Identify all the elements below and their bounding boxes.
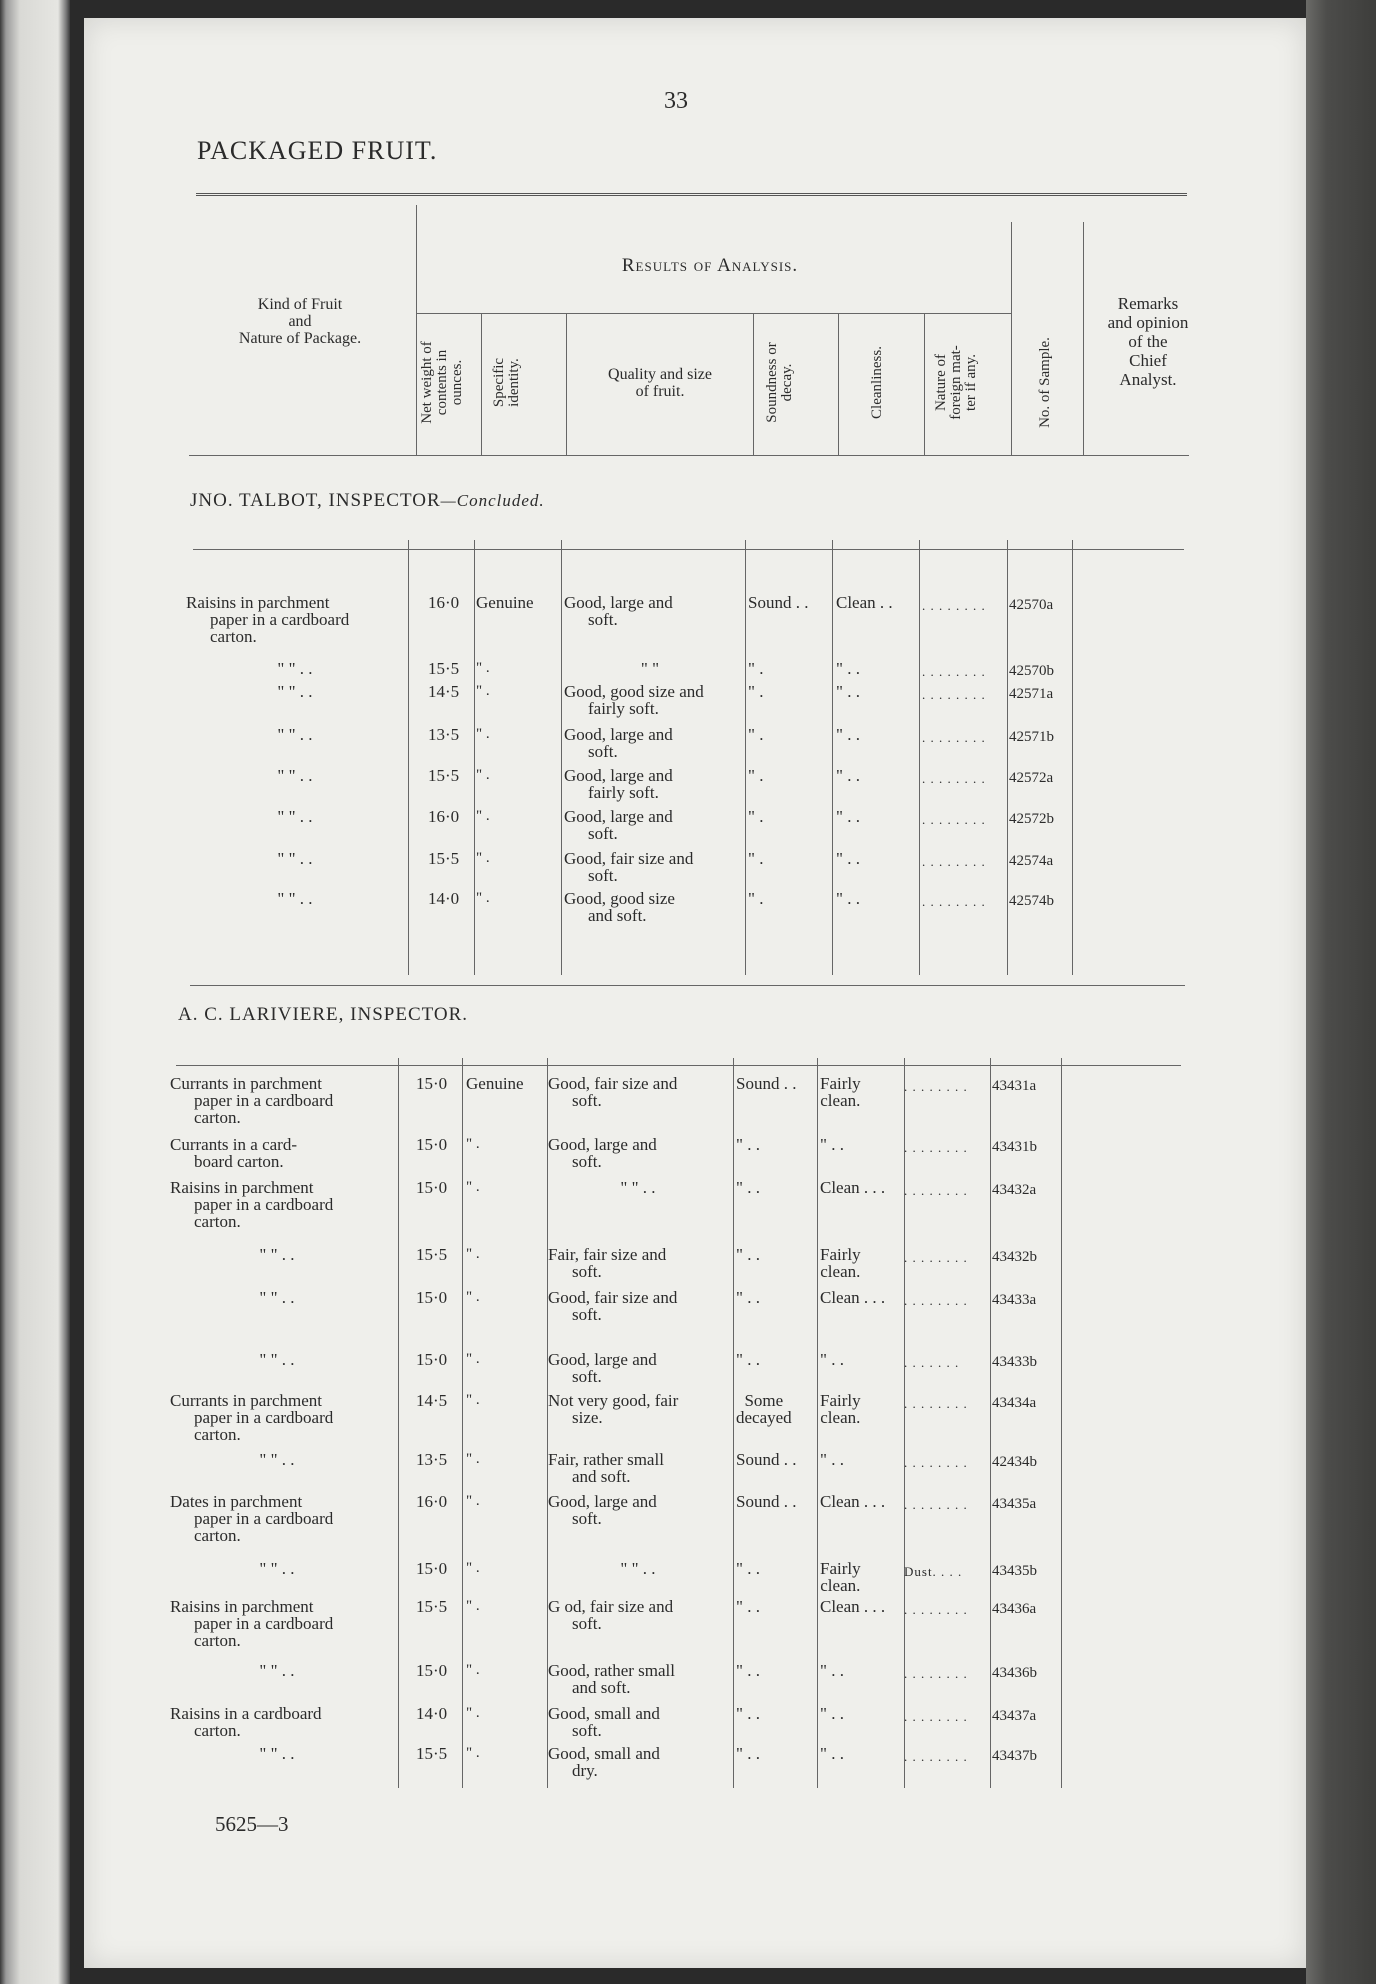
cleanliness-cell: " . . bbox=[820, 1704, 844, 1723]
quality-line: Good, rather small bbox=[548, 1661, 675, 1680]
quality-cell bbox=[548, 1493, 728, 1527]
identity-cell: " . bbox=[466, 1136, 480, 1152]
kind-cell bbox=[186, 808, 404, 825]
quality-cell bbox=[548, 1451, 728, 1485]
foreign-matter-cell: . . . . . . . . bbox=[904, 1602, 968, 1617]
foreign-matter-cell: . . . . . . . . bbox=[904, 1455, 968, 1470]
quality-cell bbox=[564, 890, 736, 924]
foreign-matter-cell: . . . . . . . . bbox=[904, 1666, 968, 1681]
header-remarks: Remarks and opinion of the Chief Analyst. bbox=[1107, 294, 1189, 389]
column-divider bbox=[733, 1058, 734, 1788]
quality-line: soft. bbox=[588, 742, 618, 761]
section-title-talbot: JNO. TALBOT, INSPECTOR—Concluded. bbox=[190, 490, 545, 511]
kind-cell bbox=[186, 683, 404, 700]
identity-cell: " . bbox=[476, 683, 490, 699]
header-quality: Quality and size of fruit. bbox=[608, 366, 712, 400]
quality-line: soft. bbox=[572, 1509, 602, 1528]
header-identity: Specific identity. bbox=[491, 357, 522, 408]
quality-line: Good, good size and bbox=[564, 682, 704, 701]
kind-line: paper in a cardboard bbox=[194, 1091, 334, 1110]
header-divider bbox=[1011, 222, 1012, 455]
cleanliness-cell: " . . bbox=[836, 766, 860, 785]
sample-number-cell: 43432a bbox=[992, 1182, 1037, 1198]
kind-line: " " . . bbox=[259, 1288, 295, 1307]
weight-cell: 14·0 bbox=[416, 1704, 448, 1723]
kind-cell bbox=[170, 1451, 384, 1468]
kind-line: carton. bbox=[194, 1721, 241, 1740]
quality-line: Good, fair size and bbox=[548, 1074, 678, 1093]
sample-number-cell: 42434b bbox=[992, 1454, 1037, 1470]
sample-number-cell: 43433a bbox=[992, 1292, 1037, 1308]
soundness-cell: Sound . . bbox=[748, 593, 809, 612]
cleanliness-cell: " . . bbox=[820, 1661, 844, 1680]
column-divider bbox=[561, 540, 562, 975]
header-divider bbox=[1083, 222, 1084, 455]
kind-line: board carton. bbox=[194, 1152, 284, 1171]
quality-line: soft. bbox=[588, 824, 618, 843]
cleanliness-cell: Fairly clean. bbox=[820, 1391, 861, 1427]
quality-line: Good, large and bbox=[564, 766, 673, 785]
section-rule bbox=[190, 985, 1185, 986]
weight-cell: 15·0 bbox=[416, 1350, 448, 1369]
kind-line: " " . . bbox=[259, 1350, 295, 1369]
weight-cell: 15·5 bbox=[428, 849, 460, 868]
identity-cell: " . bbox=[466, 1598, 480, 1614]
cleanliness-cell: Clean . . . bbox=[820, 1597, 886, 1616]
identity-cell: Genuine bbox=[466, 1074, 524, 1093]
quality-cell bbox=[548, 1289, 728, 1323]
kind-line: paper in a cardboard bbox=[194, 1614, 334, 1633]
quality-cell bbox=[548, 1075, 728, 1109]
soundness-cell: " . . bbox=[736, 1559, 760, 1578]
kind-line: Raisins in parchment bbox=[170, 1597, 314, 1616]
soundness-cell: " . bbox=[748, 889, 764, 908]
header-divider bbox=[416, 205, 417, 455]
quality-line: Good, fair size and bbox=[548, 1288, 678, 1307]
quality-line: Good, large and bbox=[548, 1135, 657, 1154]
soundness-cell: " . bbox=[748, 659, 764, 678]
quality-cell bbox=[548, 1392, 728, 1426]
quality-line: size. bbox=[572, 1408, 603, 1427]
foreign-matter-cell: Dust. . . . bbox=[904, 1564, 963, 1579]
quality-line: soft. bbox=[572, 1721, 602, 1740]
kind-line: " " . . bbox=[277, 725, 313, 744]
kind-line: Currants in parchment bbox=[170, 1074, 323, 1093]
quality-line: Good, large and bbox=[564, 593, 673, 612]
kind-line: " " . . bbox=[277, 659, 313, 678]
quality-line: fairly soft. bbox=[588, 783, 659, 802]
quality-line: Good, large and bbox=[564, 725, 673, 744]
cleanliness-cell: " . . bbox=[836, 725, 860, 744]
sample-number-cell: 43436b bbox=[992, 1665, 1037, 1681]
foreign-matter-cell: . . . . . . . . bbox=[922, 664, 986, 679]
kind-line: carton. bbox=[194, 1631, 241, 1650]
quality-line: Fair, rather small bbox=[548, 1450, 664, 1469]
quality-cell bbox=[548, 1246, 728, 1280]
column-divider bbox=[1072, 540, 1073, 975]
kind-cell bbox=[170, 1179, 384, 1230]
soundness-cell: Sound . . bbox=[736, 1450, 797, 1469]
quality-line: soft. bbox=[572, 1152, 602, 1171]
quality-line: fairly soft. bbox=[588, 699, 659, 718]
kind-line: " " . . bbox=[277, 766, 313, 785]
column-divider bbox=[990, 1058, 991, 1788]
weight-cell: 15·5 bbox=[428, 766, 460, 785]
quality-cell bbox=[548, 1179, 728, 1196]
kind-cell bbox=[170, 1351, 384, 1368]
kind-line: " " . . bbox=[277, 849, 313, 868]
weight-cell: 15·0 bbox=[416, 1135, 448, 1154]
cleanliness-cell: " . . bbox=[836, 849, 860, 868]
quality-line: soft. bbox=[588, 610, 618, 629]
quality-cell bbox=[548, 1745, 728, 1779]
cleanliness-cell: " . . bbox=[820, 1135, 844, 1154]
cleanliness-cell: " . . bbox=[820, 1450, 844, 1469]
quality-line: Not very good, fair bbox=[548, 1391, 679, 1410]
cleanliness-cell: Clean . . . bbox=[820, 1178, 886, 1197]
weight-cell: 14·5 bbox=[428, 682, 460, 701]
sample-number-cell: 42572b bbox=[1009, 811, 1054, 827]
kind-line: " " . . bbox=[259, 1661, 295, 1680]
weight-cell: 16·0 bbox=[428, 807, 460, 826]
cleanliness-cell: " . . bbox=[820, 1744, 844, 1763]
kind-cell bbox=[170, 1705, 384, 1739]
kind-line: " " . . bbox=[259, 1245, 295, 1264]
sample-number-cell: 43434a bbox=[992, 1395, 1037, 1411]
identity-cell: " . bbox=[466, 1451, 480, 1467]
header-top-rule bbox=[196, 193, 1187, 196]
identity-cell: " . bbox=[476, 850, 490, 866]
identity-cell: " . bbox=[466, 1560, 480, 1576]
page-footer: 5625—3 bbox=[215, 1812, 289, 1836]
kind-line: " " . . bbox=[277, 682, 313, 701]
section-rule bbox=[176, 1065, 1181, 1066]
kind-cell bbox=[170, 1662, 384, 1679]
foreign-matter-cell: . . . . . . . bbox=[904, 1355, 960, 1370]
identity-cell: " . bbox=[466, 1392, 480, 1408]
soundness-cell: " . . bbox=[736, 1135, 760, 1154]
weight-cell: 15·0 bbox=[416, 1074, 448, 1093]
identity-cell: " . bbox=[466, 1745, 480, 1761]
cleanliness-cell: " . . bbox=[836, 659, 860, 678]
kind-line: " " . . bbox=[259, 1450, 295, 1469]
weight-cell: 16·0 bbox=[428, 593, 460, 612]
kind-cell bbox=[186, 726, 404, 743]
soundness-cell: " . bbox=[748, 807, 764, 826]
book-binding bbox=[1306, 0, 1376, 1984]
cleanliness-cell: Fairly clean. bbox=[820, 1074, 861, 1110]
sample-number-cell: 43437a bbox=[992, 1708, 1037, 1724]
quality-line: and soft. bbox=[588, 906, 647, 925]
kind-cell bbox=[170, 1246, 384, 1263]
quality-cell bbox=[564, 808, 736, 842]
weight-cell: 14·0 bbox=[428, 889, 460, 908]
quality-cell bbox=[548, 1136, 728, 1170]
header-divider bbox=[753, 313, 754, 455]
quality-line: dry. bbox=[572, 1761, 598, 1780]
kind-cell bbox=[186, 850, 404, 867]
foreign-matter-cell: . . . . . . . . bbox=[922, 854, 986, 869]
column-divider bbox=[745, 540, 746, 975]
quality-line: Good, large and bbox=[548, 1350, 657, 1369]
header-foreign: Nature of foreign mat- ter if any. bbox=[933, 345, 979, 420]
quality-cell bbox=[564, 767, 736, 801]
quality-line: Good, small and bbox=[548, 1704, 660, 1723]
sample-number-cell: 42570b bbox=[1009, 663, 1054, 679]
sample-number-cell: 42572a bbox=[1009, 770, 1054, 786]
foreign-matter-cell: . . . . . . . . bbox=[904, 1079, 968, 1094]
kind-line: paper in a cardboard bbox=[194, 1408, 334, 1427]
quality-cell bbox=[548, 1351, 728, 1385]
weight-cell: 15·5 bbox=[428, 659, 460, 678]
kind-line: " " . . bbox=[277, 807, 313, 826]
kind-line: " " . . bbox=[277, 889, 313, 908]
quality-cell bbox=[564, 726, 736, 760]
column-divider bbox=[462, 1058, 463, 1788]
identity-cell: " . bbox=[466, 1289, 480, 1305]
cleanliness-cell: " . . bbox=[836, 682, 860, 701]
weight-cell: 15·5 bbox=[416, 1245, 448, 1264]
sample-number-cell: 43435a bbox=[992, 1496, 1037, 1512]
previous-page-edge bbox=[0, 0, 70, 1984]
cleanliness-cell: Fairly clean. bbox=[820, 1245, 861, 1281]
header-soundness: Soundness or decay. bbox=[764, 342, 795, 423]
sample-number-cell: 42571b bbox=[1009, 729, 1054, 745]
soundness-cell: " . bbox=[748, 682, 764, 701]
kind-cell bbox=[186, 767, 404, 784]
sample-number-cell: 43436a bbox=[992, 1601, 1037, 1617]
header-net-weight: Net weight of contents in ounces. bbox=[419, 341, 465, 424]
soundness-cell: " . . bbox=[736, 1661, 760, 1680]
foreign-matter-cell: . . . . . . . . bbox=[922, 771, 986, 786]
foreign-matter-cell: . . . . . . . . bbox=[904, 1396, 968, 1411]
quality-cell bbox=[564, 850, 736, 884]
identity-cell: " . bbox=[476, 660, 490, 676]
quality-cell bbox=[564, 683, 736, 717]
quality-line: soft. bbox=[572, 1091, 602, 1110]
foreign-matter-cell: . . . . . . . . bbox=[904, 1250, 968, 1265]
quality-line: Good, small and bbox=[548, 1744, 660, 1763]
cleanliness-cell: " . . bbox=[836, 889, 860, 908]
kind-line: Raisins in a cardboard bbox=[170, 1704, 322, 1723]
quality-line: Good, good size bbox=[564, 889, 675, 908]
identity-cell: Genuine bbox=[476, 593, 534, 612]
weight-cell: 16·0 bbox=[416, 1492, 448, 1511]
kind-line: carton. bbox=[210, 627, 257, 646]
header-results: Results of Analysis. bbox=[621, 255, 799, 276]
quality-cell bbox=[564, 594, 736, 628]
kind-line: carton. bbox=[194, 1108, 241, 1127]
column-divider bbox=[1061, 1058, 1062, 1788]
kind-cell bbox=[170, 1289, 384, 1306]
soundness-cell: " . bbox=[748, 849, 764, 868]
cleanliness-cell: Clean . . . bbox=[820, 1288, 886, 1307]
kind-line: " " . . bbox=[259, 1744, 295, 1763]
identity-cell: " . bbox=[466, 1493, 480, 1509]
identity-cell: " . bbox=[476, 808, 490, 824]
cleanliness-cell: " . . bbox=[820, 1350, 844, 1369]
cleanliness-cell: Clean . . . bbox=[820, 1492, 886, 1511]
sample-number-cell: 43435b bbox=[992, 1563, 1037, 1579]
soundness-cell: " . bbox=[748, 725, 764, 744]
header-divider bbox=[566, 313, 567, 455]
sample-number-cell: 43432b bbox=[992, 1249, 1037, 1265]
foreign-matter-cell: . . . . . . . . bbox=[922, 598, 986, 613]
sample-number-cell: 42574a bbox=[1009, 853, 1054, 869]
kind-line: carton. bbox=[194, 1212, 241, 1231]
soundness-cell: " . . bbox=[736, 1744, 760, 1763]
sample-number-cell: 43433b bbox=[992, 1354, 1037, 1370]
quality-line: Fair, fair size and bbox=[548, 1245, 667, 1264]
header-sample: No. of Sample. bbox=[1037, 337, 1053, 428]
quality-line: " " bbox=[640, 659, 660, 678]
header-cleanliness: Cleanliness. bbox=[869, 346, 885, 419]
kind-cell bbox=[170, 1598, 384, 1649]
weight-cell: 14·5 bbox=[416, 1391, 448, 1410]
quality-line: " " . . bbox=[620, 1178, 656, 1197]
identity-cell: " . bbox=[476, 726, 490, 742]
cleanliness-cell: Clean . . bbox=[836, 593, 893, 612]
soundness-cell: " . . bbox=[736, 1597, 760, 1616]
quality-cell bbox=[564, 660, 736, 677]
quality-cell bbox=[548, 1705, 728, 1739]
foreign-matter-cell: . . . . . . . . bbox=[904, 1749, 968, 1764]
sample-number-cell: 43437b bbox=[992, 1748, 1037, 1764]
kind-line: " " . . bbox=[259, 1559, 295, 1578]
identity-cell: " . bbox=[466, 1246, 480, 1262]
foreign-matter-cell: . . . . . . . . bbox=[904, 1140, 968, 1155]
sample-number-cell: 42571a bbox=[1009, 686, 1054, 702]
sample-number-cell: 42574b bbox=[1009, 893, 1054, 909]
foreign-matter-cell: . . . . . . . . bbox=[904, 1497, 968, 1512]
kind-line: carton. bbox=[194, 1425, 241, 1444]
soundness-cell: " . . bbox=[736, 1288, 760, 1307]
header-kind: Kind of Fruit and Nature of Package. bbox=[238, 296, 362, 347]
column-divider bbox=[408, 540, 409, 975]
column-divider bbox=[832, 540, 833, 975]
section-rule bbox=[193, 549, 1184, 550]
weight-cell: 15·5 bbox=[416, 1597, 448, 1616]
foreign-matter-cell: . . . . . . . . bbox=[904, 1183, 968, 1198]
kind-cell bbox=[170, 1493, 384, 1544]
foreign-matter-cell: . . . . . . . . bbox=[922, 687, 986, 702]
quality-line: Good, large and bbox=[548, 1492, 657, 1511]
weight-cell: 15·0 bbox=[416, 1288, 448, 1307]
kind-line: Dates in parchment bbox=[170, 1492, 303, 1511]
column-divider bbox=[474, 540, 475, 975]
foreign-matter-cell: . . . . . . . . bbox=[922, 812, 986, 827]
sample-number-cell: 42570a bbox=[1009, 597, 1054, 613]
column-divider bbox=[1007, 540, 1008, 975]
soundness-cell: " . . bbox=[736, 1350, 760, 1369]
foreign-matter-cell: . . . . . . . . bbox=[922, 730, 986, 745]
quality-line: soft. bbox=[572, 1262, 602, 1281]
identity-cell: " . bbox=[476, 767, 490, 783]
quality-line: soft. bbox=[588, 866, 618, 885]
sample-number-cell: 43431a bbox=[992, 1078, 1037, 1094]
quality-line: and soft. bbox=[572, 1678, 631, 1697]
foreign-matter-cell: . . . . . . . . bbox=[922, 894, 986, 909]
kind-line: paper in a cardboard bbox=[194, 1195, 334, 1214]
kind-cell bbox=[170, 1392, 384, 1443]
soundness-cell: Sound . . bbox=[736, 1074, 797, 1093]
weight-cell: 15·0 bbox=[416, 1661, 448, 1680]
quality-line: " " . . bbox=[620, 1559, 656, 1578]
kind-line: paper in a cardboard bbox=[194, 1509, 334, 1528]
column-divider bbox=[919, 540, 920, 975]
section-title-lariviere: A. C. LARIVIERE, INSPECTOR. bbox=[178, 1004, 469, 1025]
soundness-cell: " . bbox=[748, 766, 764, 785]
weight-cell: 15·5 bbox=[416, 1744, 448, 1763]
foreign-matter-cell: . . . . . . . . bbox=[904, 1293, 968, 1308]
sample-number-cell: 43431b bbox=[992, 1139, 1037, 1155]
kind-line: Raisins in parchment bbox=[186, 593, 330, 612]
soundness-cell: " . . bbox=[736, 1178, 760, 1197]
identity-cell: " . bbox=[466, 1705, 480, 1721]
header-divider bbox=[924, 313, 925, 455]
kind-line: Currants in a card- bbox=[170, 1135, 297, 1154]
page-title: PACKAGED FRUIT. bbox=[197, 136, 438, 165]
foreign-matter-cell: . . . . . . . . bbox=[904, 1709, 968, 1724]
kind-line: Raisins in parchment bbox=[170, 1178, 314, 1197]
quality-line: soft. bbox=[572, 1614, 602, 1633]
soundness-cell: Sound . . bbox=[736, 1492, 797, 1511]
identity-cell: " . bbox=[466, 1179, 480, 1195]
kind-line: Currants in parchment bbox=[170, 1391, 323, 1410]
weight-cell: 15·0 bbox=[416, 1559, 448, 1578]
column-divider bbox=[398, 1058, 399, 1788]
soundness-cell: " . . bbox=[736, 1245, 760, 1264]
kind-cell bbox=[186, 890, 404, 907]
header-bottom-rule bbox=[189, 455, 1189, 456]
quality-line: Good, large and bbox=[564, 807, 673, 826]
kind-line: carton. bbox=[194, 1526, 241, 1545]
weight-cell: 13·5 bbox=[416, 1450, 448, 1469]
quality-line: G od, fair size and bbox=[548, 1597, 674, 1616]
identity-cell: " . bbox=[476, 890, 490, 906]
kind-cell bbox=[186, 594, 404, 645]
quality-line: soft. bbox=[572, 1305, 602, 1324]
quality-cell bbox=[548, 1662, 728, 1696]
quality-line: and soft. bbox=[572, 1467, 631, 1486]
kind-cell bbox=[186, 660, 404, 677]
column-divider bbox=[817, 1058, 818, 1788]
page-number: 33 bbox=[664, 88, 688, 114]
header-divider bbox=[481, 313, 482, 455]
quality-cell bbox=[548, 1560, 728, 1577]
identity-cell: " . bbox=[466, 1351, 480, 1367]
quality-cell bbox=[548, 1598, 728, 1632]
kind-cell bbox=[170, 1075, 384, 1126]
kind-cell bbox=[170, 1560, 384, 1577]
header-divider bbox=[838, 313, 839, 455]
cleanliness-cell: Fairly clean. bbox=[820, 1559, 861, 1595]
kind-line: paper in a cardboard bbox=[210, 610, 350, 629]
quality-line: Good, fair size and bbox=[564, 849, 694, 868]
cleanliness-cell: " . . bbox=[836, 807, 860, 826]
weight-cell: 15·0 bbox=[416, 1178, 448, 1197]
weight-cell: 13·5 bbox=[428, 725, 460, 744]
soundness-cell: " . . bbox=[736, 1704, 760, 1723]
soundness-cell: Some decayed bbox=[736, 1391, 792, 1427]
kind-cell bbox=[170, 1745, 384, 1762]
kind-cell bbox=[170, 1136, 384, 1170]
identity-cell: " . bbox=[466, 1662, 480, 1678]
quality-line: soft. bbox=[572, 1367, 602, 1386]
results-rule bbox=[417, 313, 1011, 314]
